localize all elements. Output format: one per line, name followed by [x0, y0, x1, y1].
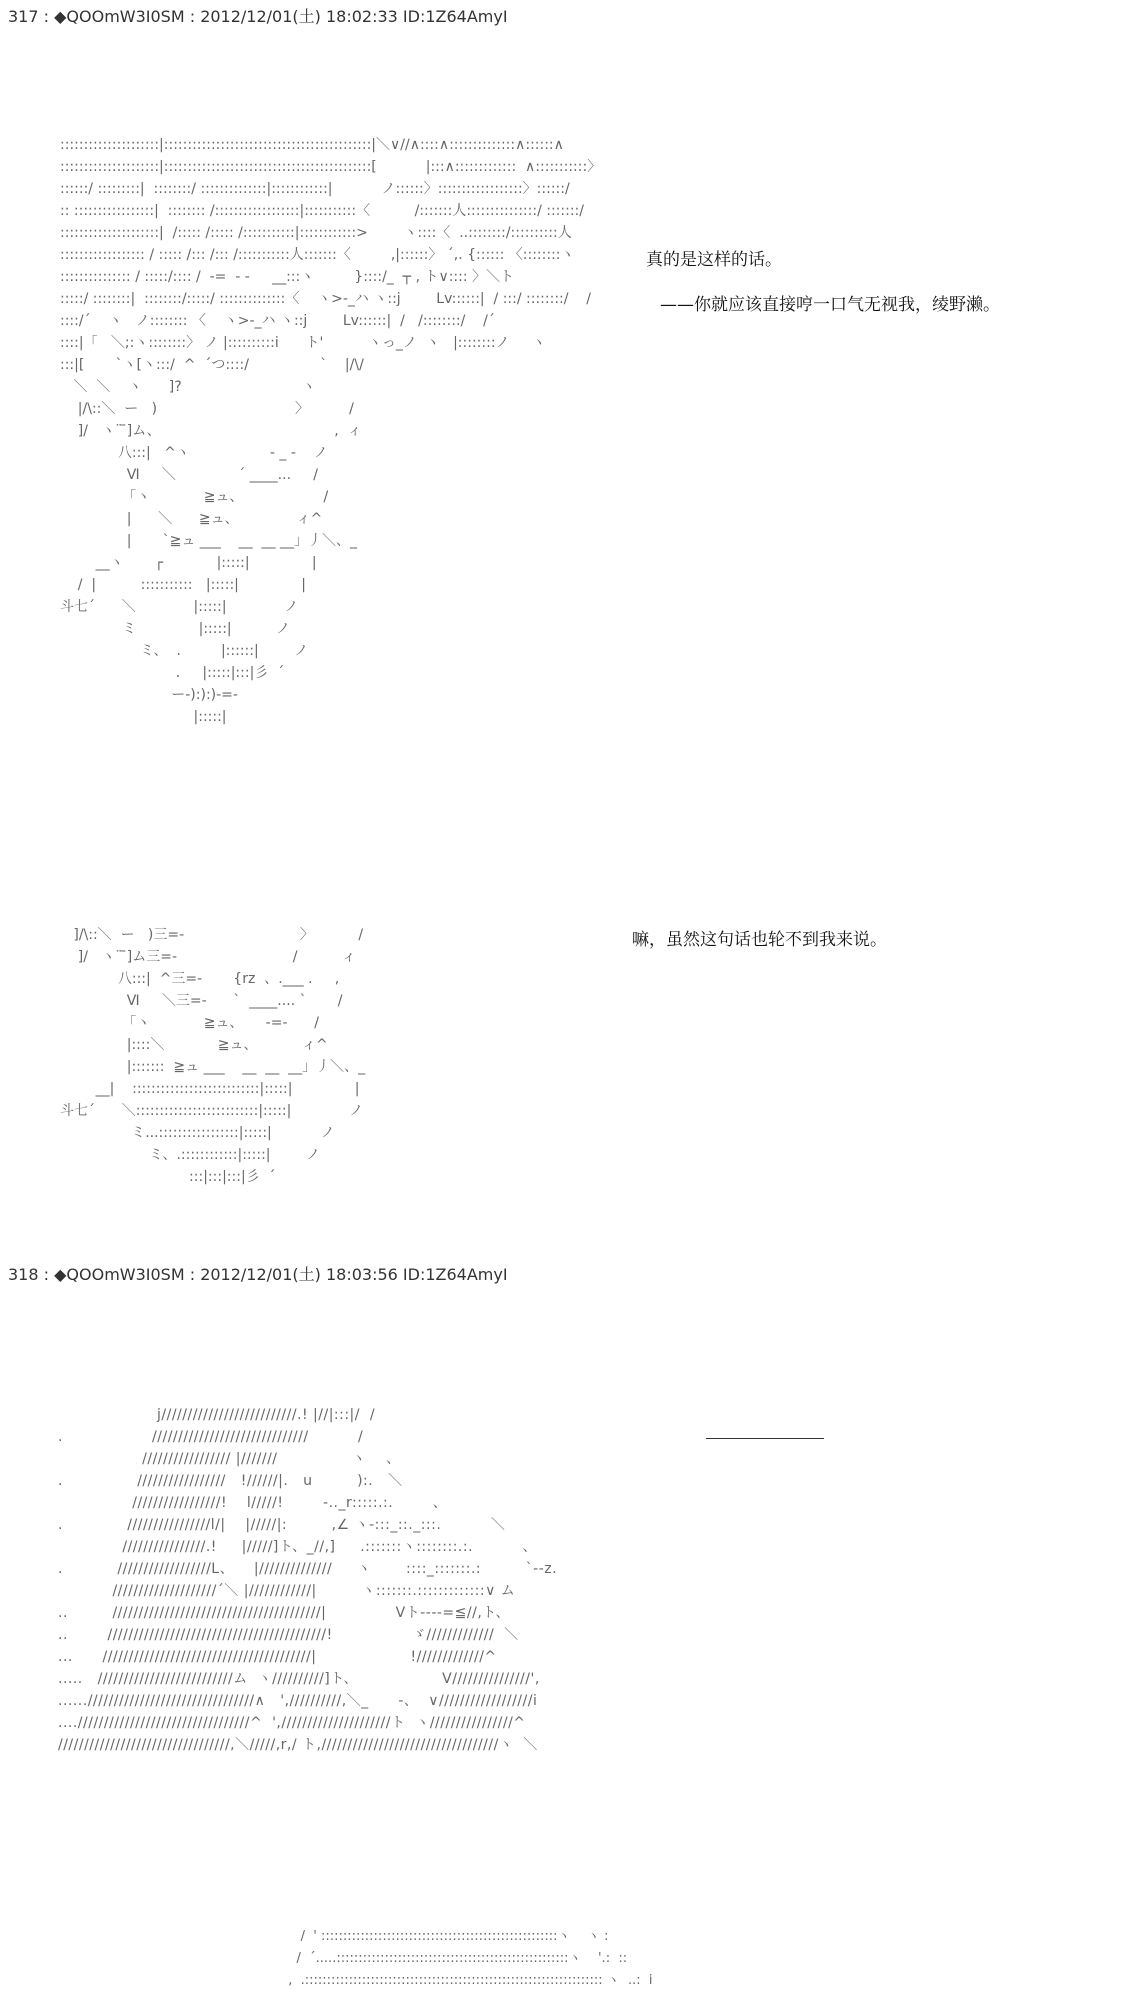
- ascii-art-figure-1: :::::::::::::::::::::|::::::::::::::::::::::::::::::::::::::::::::|＼∨//∧::::∧::::::::::::::∧::::::∧ :::::::::::::::::::::|::::::::::::::::::::::::::::::::::::::::::::[ |:::∧::::::::::::: ∧:::::::::::〉 ::::::/ :::::::::| ::::::::/ ::::::::::::::|::::::::::::| ノ::::::〉::::::::::::::::::〉::::::/ :: :::::::::::::::::| :::::::: /::::::::::::::::::|:::::::::::〈 /:::::::人:::::::::::::::/ :::::::/ :::::::::::::::::::::| /::::: /::::: /:::::::::::|::::::::::::> ヽ::::〈 ..::::::::/::::::::::人 :::::::::::::::::: / ::::: /::: /::: /:::::::::::人:::::::〈 ,|::::::〉 ´,. {:::::: 〈::::::::ヽ ::::::::::::::: / :::::/:::: / -= - - __:::ヽ }::::/_ ┬ , ト∨:::: 〉＼ト :::::/ ::::::::| ::::::::/:::::/ ::::::::::::::〈 ヽ>-_ハ ヽ::j Lv::::::| / :::/ ::::::::/ / ::::/´ ヽ ノ:::::::: 〈 ヽ>-_ハ ヽ::j Lv::::::| / /::::::::/ /´ ::::|「 ＼;:ヽ::::::::〉 ノ |::::::::::i ト' ヽっ_ノ ヽ |::::::::ノ ヽ :::|[ `ヽ[ヽ:::/ ^ ´つ::::/ ` |/\/ ＼ ＼ ヽ ]? ヽ |/\::＼ ー ) 〉 / ]/ ヽ¨ ̄]ム、 , ィ 八:::| ^ヽ ‐ _ ‐ ノ Ⅵ ＼ ´ ____... / 「ヽ ≧ュ、 / | ＼ ≧ュ、 ィ^ | `≧ュ ___ __ __ __」丿＼、_ __ヽ ┌ |:::::| | / | ::::::::::: |:::::| | 斗七´ ＼ |:::::| ノ ミ |:::::| ノ ミ、 . |::::::| ノ . |:::::|:::|彡 ´ ー-):):)-=- |:::::|: [60, 137, 602, 725]
- ascii-art-scene: j//////////////////////////.! |//|:::|/ / . ////////////////////////////// / ///////////////// |/////// ヽ 、 . ///////////////// !//////|. u ):. ＼ /////////////////! l/////! -.._r:::::.:. 、 . ////////////////l/| |/////|: ,∠ ヽ-:::_::._:::. ＼ ////////////////.! |/////]ト、_//,] .:::::::ヽ::::::::.:. 、 . //////////////////L、 |////////////// ヽ ::::_:::::::.: `--z. ////////////////////´＼ |////////////| ヽ:::::::.:::::::::::::∨ ム .. ////////////////////////////////////////| Ⅴト----=≦//,ト、 .. //////////////////////////////////////////! ゞ///////////// ＼ ... ////////////////////////////////////////| !/////////////^ ..... //////////////////////////ム ヽ//////////]ト、 V///////////////', ......////////////////////////////////∧ ',//////////,＼_ -、 ∨//////////////////i ..../////////////////////////////////^ ',/////////////////////ト ヽ////////////////^ /////////////////////////////////,＼/////,r,/ ト,//////////////////////////////////ヽ ＼: [58, 1407, 558, 1753]
- dialogue-line-1: 真的是这样的话。: [646, 250, 782, 270]
- ascii-art-figure-2: ]/\::＼ ー )三=- 〉 / ]/ ヽ¨ ̄]ム三=- / ィ 八:::| ^三=- {rz 、.___ . , Ⅵ ＼三=- ` ____.... ` / 「ヽ ≧ュ、 -=- / |::::＼ ≧ュ、 ィ^ |::::::: ≧ュ ___ __ __ __」丿＼、_ __| :::::::::::::::::::::::::::|:::::| | 斗七´ ＼::::::::::::::::::::::::::|:::::| ノ ミ...:::::::::::::::::|:::::| ノ ミ、.::::::::::::|:::::| ノ :::|:::|:::|彡 ´: [60, 927, 366, 1185]
- dialogue-line-3: 嘛，虽然这句话也轮不到我来说。: [632, 930, 887, 950]
- dialogue-line-2: ——你就应该直接哼一口气无视我，绫野濑。: [660, 295, 1000, 315]
- post-header-317: 317 : ◆QOOmW3I0SM : 2012/12/01(土) 18:02:33 ID:1Z64AmyI: [8, 7, 508, 26]
- post-header-318: 318 : ◆QOOmW3I0SM : 2012/12/01(土) 18:03:56 ID:1Z64AmyI: [8, 1265, 508, 1284]
- horizontal-rule: [706, 1438, 824, 1439]
- ascii-art-fragment: / ' ::::::::::::::::::::::::::::::::::::::::::::::::::::::ヽ ヽ : / ´.....:::::::::::::::::::::::::::::::::::::::::::::::::::::ヽ '.: :: , .:::::::::::::::::::::::::::::::::::::::::::::::::::::::::::::::::::: ヽ ..: i: [288, 1929, 653, 1988]
